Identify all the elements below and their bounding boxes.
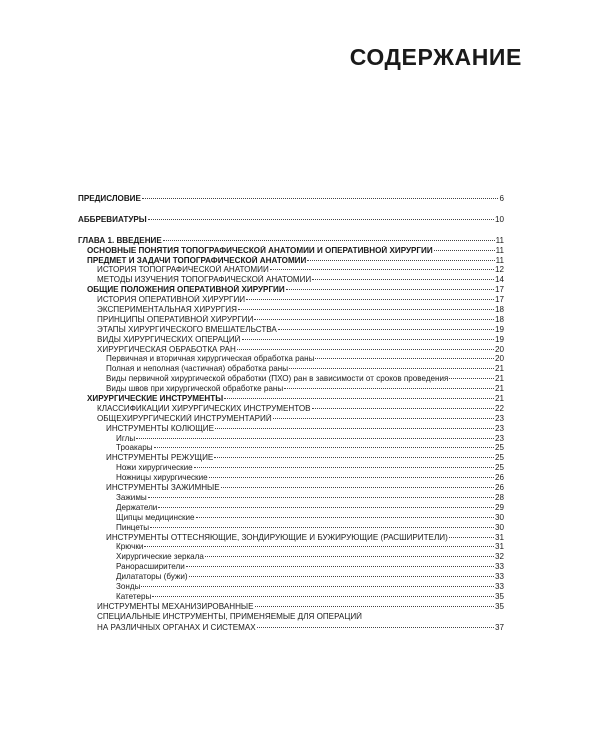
- toc-entry-page: 37: [494, 622, 504, 632]
- toc-entry: [78, 194, 504, 204]
- toc-dot-leader: [142, 198, 499, 199]
- toc-entry-page: 17: [494, 295, 504, 305]
- toc-dot-leader: [221, 487, 494, 488]
- toc-dot-leader: [158, 507, 494, 508]
- toc-entry-page: 18: [494, 305, 504, 315]
- toc-entry: [78, 453, 504, 463]
- toc-entry: [78, 582, 504, 592]
- toc-entry-page: 35: [494, 591, 504, 601]
- toc-entry-page: 30: [494, 512, 504, 522]
- toc-entry-title: Ножницы хирургические: [116, 473, 208, 483]
- toc-dot-leader: [312, 408, 494, 409]
- toc-entry-page: 28: [494, 492, 504, 502]
- toc-entry: [78, 325, 504, 335]
- toc-entry: [78, 434, 504, 444]
- toc-entry-title: Дилататоры (бужи): [116, 572, 188, 582]
- toc-dot-leader: [289, 368, 494, 369]
- toc-entry: [78, 364, 504, 374]
- toc-entry-title: ХИРУРГИЧЕСКИЕ ИНСТРУМЕНТЫ: [87, 394, 224, 404]
- toc-dot-leader: [152, 596, 494, 597]
- toc-entry: [78, 503, 504, 513]
- toc-entry: [78, 265, 504, 275]
- toc-dot-leader: [237, 349, 494, 350]
- toc-entry-page: 23: [494, 423, 504, 433]
- toc-dot-leader: [315, 358, 494, 359]
- toc-entry: [78, 384, 504, 394]
- toc-entry-title: Держатели: [116, 502, 158, 512]
- toc-entry-title: ЭКСПЕРИМЕНТАЛЬНАЯ ХИРУРГИЯ: [97, 305, 237, 315]
- toc-entry: [78, 572, 504, 582]
- toc-entry: [78, 275, 504, 285]
- toc-entry-title: ХИРУРГИЧЕСКАЯ ОБРАБОТКА РАН: [97, 344, 236, 354]
- toc-entry: [78, 345, 504, 355]
- toc-entry-title: КЛАССИФИКАЦИИ ХИРУРГИЧЕСКИХ ИНСТРУМЕНТОВ: [97, 403, 311, 413]
- toc-dot-leader: [189, 576, 494, 577]
- toc-entry: [78, 394, 504, 404]
- toc-dot-leader: [238, 309, 494, 310]
- toc-dot-leader: [209, 477, 494, 478]
- toc-entry-title: Виды первичной хирургической обработки (ПХО) ран в зависимости от сроков проведения: [106, 374, 449, 384]
- toc-entry: [78, 542, 504, 552]
- toc-entry: [78, 523, 504, 533]
- toc-entry-title: ПРИНЦИПЫ ОПЕРАТИВНОЙ ХИРУРГИИ: [97, 314, 254, 324]
- toc-dot-leader: [246, 299, 494, 300]
- toc-entry-title: Виды швов при хирургической обработке раны: [106, 384, 284, 394]
- toc-entry-page: 21: [494, 364, 504, 374]
- toc-entry-page: 11: [495, 245, 504, 255]
- toc-entry-page: 11: [495, 255, 504, 265]
- toc-dot-leader: [434, 250, 495, 251]
- toc-entry-title: Зажимы: [116, 492, 147, 502]
- toc-entry-title: ОСНОВНЫЕ ПОНЯТИЯ ТОПОГРАФИЧЕСКОЙ АНАТОМИИ И ОПЕРАТИВНОЙ ХИРУРГИИ: [87, 245, 433, 255]
- toc-entry-page: 22: [494, 403, 504, 413]
- toc-entry-page: 31: [494, 542, 504, 552]
- toc-entry-page: 33: [494, 581, 504, 591]
- toc-dot-leader: [449, 378, 494, 379]
- toc-entry-page: 14: [494, 275, 504, 285]
- toc-entry-title: ГЛАВА 1. ВВЕДЕНИЕ: [78, 235, 162, 245]
- toc-entry-title: Пинцеты: [116, 522, 150, 532]
- toc-dot-leader: [148, 219, 494, 220]
- toc-entry-page: 25: [494, 443, 504, 453]
- toc-entry: [78, 623, 504, 633]
- toc-entry-title: ИНСТРУМЕНТЫ КОЛЮЩИЕ: [106, 423, 215, 433]
- toc-entry: [78, 414, 504, 424]
- toc-entry-page: 20: [494, 344, 504, 354]
- toc-entry-title: Троакары: [116, 443, 153, 453]
- toc-dot-leader: [242, 339, 494, 340]
- toc-entry-title: Первичная и вторичная хирургическая обработка раны: [106, 354, 315, 364]
- toc-entry: [78, 612, 504, 623]
- toc-entry-page: 23: [494, 433, 504, 443]
- toc-entry-title: Ножи хирургические: [116, 463, 193, 473]
- toc-entry: [78, 256, 504, 266]
- toc-entry-title: Катетеры: [116, 591, 152, 601]
- toc-entry-page: 26: [494, 473, 504, 483]
- toc-entry: [78, 552, 504, 562]
- toc-entry: [78, 335, 504, 345]
- toc-entry-title: ПРЕДИСЛОВИЕ: [78, 194, 141, 203]
- toc-entry-title: Зонды: [116, 581, 141, 591]
- toc-entry-title: Ранорасширители: [116, 562, 185, 572]
- toc-entry-page: 17: [494, 285, 504, 295]
- toc-entry: [78, 285, 504, 295]
- toc-entry-title: ИСТОРИЯ ОПЕРАТИВНОЙ ХИРУРГИИ: [97, 295, 246, 305]
- toc-entry: [78, 424, 504, 434]
- toc-entry-title: ИНСТРУМЕНТЫ РЕЖУЩИЕ: [106, 453, 214, 463]
- toc-entry: [78, 404, 504, 414]
- toc-entry: [78, 315, 504, 325]
- toc-entry: [78, 443, 504, 453]
- toc-entry-title: СПЕЦИАЛЬНЫЕ ИНСТРУМЕНТЫ, ПРИМЕНЯЕМЫЕ ДЛЯ ОПЕРАЦИЙ: [97, 611, 362, 621]
- toc-entry-page: 19: [494, 334, 504, 344]
- toc-entry-title: Хирургические зеркала: [116, 552, 204, 562]
- toc-entry-page: 33: [494, 562, 504, 572]
- toc-entry: [78, 374, 504, 384]
- toc-entry-title: НА РАЗЛИЧНЫХ ОРГАНАХ И СИСТЕМАХ: [97, 622, 256, 632]
- toc-entry-page: 18: [494, 314, 504, 324]
- toc-dot-leader: [312, 279, 494, 280]
- toc-entry-page: 10: [494, 214, 504, 224]
- toc-entry-page: 25: [494, 463, 504, 473]
- toc-dot-leader: [163, 240, 495, 241]
- toc-dot-leader: [284, 388, 494, 389]
- toc-dot-leader: [136, 438, 494, 439]
- toc-entry-title: АББРЕВИАТУРЫ: [78, 214, 147, 224]
- toc-entry-page: 12: [494, 265, 504, 275]
- page-title: СОДЕРЖАНИЕ: [349, 44, 522, 70]
- toc-dot-leader: [270, 269, 494, 270]
- toc-dot-leader: [278, 329, 494, 330]
- toc-entry: [78, 463, 504, 473]
- toc-entry: [78, 592, 504, 602]
- toc-entry-page: 30: [494, 522, 504, 532]
- toc-dot-leader: [257, 627, 494, 628]
- toc-entry-page: 21: [494, 384, 504, 394]
- toc-dot-leader: [144, 546, 494, 547]
- table-of-contents: [78, 194, 504, 632]
- toc-entry: [78, 305, 504, 315]
- toc-entry-page: 21: [494, 374, 504, 384]
- toc-entry: [78, 354, 504, 364]
- toc-entry-page: 19: [494, 324, 504, 334]
- toc-entry-page: 31: [494, 532, 504, 542]
- toc-entry-title: ОБЩЕХИРУРГИЧЕСКИЙ ИНСТРУМЕНТАРИЙ: [97, 413, 272, 423]
- toc-entry-page: 11: [495, 235, 504, 245]
- toc-entry: [78, 562, 504, 572]
- toc-dot-leader: [186, 566, 494, 567]
- toc-entry-page: 6: [499, 194, 504, 203]
- toc-entry-title: Иглы: [116, 433, 136, 443]
- toc-entry-page: 32: [494, 552, 504, 562]
- toc-entry: [78, 246, 504, 256]
- toc-dot-leader: [205, 556, 494, 557]
- toc-dot-leader: [194, 467, 494, 468]
- toc-entry-page: 29: [494, 502, 504, 512]
- toc-entry: [78, 483, 504, 493]
- toc-entry-title: ИСТОРИЯ ТОПОГРАФИЧЕСКОЙ АНАТОМИИ: [97, 265, 269, 275]
- toc-entry: [78, 236, 504, 246]
- toc-dot-leader: [214, 457, 494, 458]
- toc-entry-title: Полная и неполная (частичная) обработка раны: [106, 364, 289, 374]
- toc-entry: [78, 473, 504, 483]
- toc-dot-leader: [148, 497, 494, 498]
- toc-dot-leader: [449, 537, 494, 538]
- toc-entry: [78, 295, 504, 305]
- toc-dot-leader: [307, 260, 494, 261]
- toc-entry-title: Щипцы медицинские: [116, 512, 195, 522]
- toc-entry: [78, 513, 504, 523]
- toc-entry-title: ЭТАПЫ ХИРУРГИЧЕСКОГО ВМЕШАТЕЛЬСТВА: [97, 324, 277, 334]
- toc-dot-leader: [141, 586, 494, 587]
- toc-dot-leader: [254, 319, 494, 320]
- toc-dot-leader: [196, 517, 494, 518]
- toc-entry-title: Крючки: [116, 542, 144, 552]
- toc-entry-page: 25: [494, 453, 504, 463]
- toc-entry: [78, 215, 504, 225]
- toc-entry: [78, 533, 504, 543]
- toc-entry-title: ВИДЫ ХИРУРГИЧЕСКИХ ОПЕРАЦИЙ: [97, 334, 241, 344]
- toc-entry-page: 23: [494, 413, 504, 423]
- toc-entry-title: ИНСТРУМЕНТЫ ОТТЕСНЯЮЩИЕ, ЗОНДИРУЮЩИЕ И БУЖИРУЮЩИЕ (РАСШИРИТЕЛИ): [106, 532, 448, 542]
- toc-dot-leader: [273, 418, 494, 419]
- toc-entry: [78, 493, 504, 503]
- toc-entry-page: 35: [494, 601, 504, 611]
- toc-entry-title: ПРЕДМЕТ И ЗАДАЧИ ТОПОГРАФИЧЕСКОЙ АНАТОМИИ: [87, 255, 307, 265]
- toc-entry-page: 33: [494, 572, 504, 582]
- toc-dot-leader: [150, 527, 494, 528]
- toc-entry-title: МЕТОДЫ ИЗУЧЕНИЯ ТОПОГРАФИЧЕСКОЙ АНАТОМИИ: [97, 275, 312, 285]
- toc-entry: [78, 602, 504, 612]
- toc-dot-leader: [286, 289, 494, 290]
- toc-entry-title: ИНСТРУМЕНТЫ ЗАЖИМНЫЕ: [106, 483, 220, 493]
- toc-entry-page: 20: [494, 354, 504, 364]
- toc-entry-title: ИНСТРУМЕНТЫ МЕХАНИЗИРОВАННЫЕ: [97, 601, 254, 611]
- toc-entry-page: 21: [494, 394, 504, 404]
- toc-dot-leader: [215, 428, 494, 429]
- toc-entry-title: ОБЩИЕ ПОЛОЖЕНИЯ ОПЕРАТИВНОЙ ХИРУРГИИ: [87, 285, 285, 295]
- toc-dot-leader: [154, 447, 494, 448]
- toc-dot-leader: [255, 606, 494, 607]
- toc-entry-page: 26: [494, 483, 504, 493]
- toc-dot-leader: [224, 398, 494, 399]
